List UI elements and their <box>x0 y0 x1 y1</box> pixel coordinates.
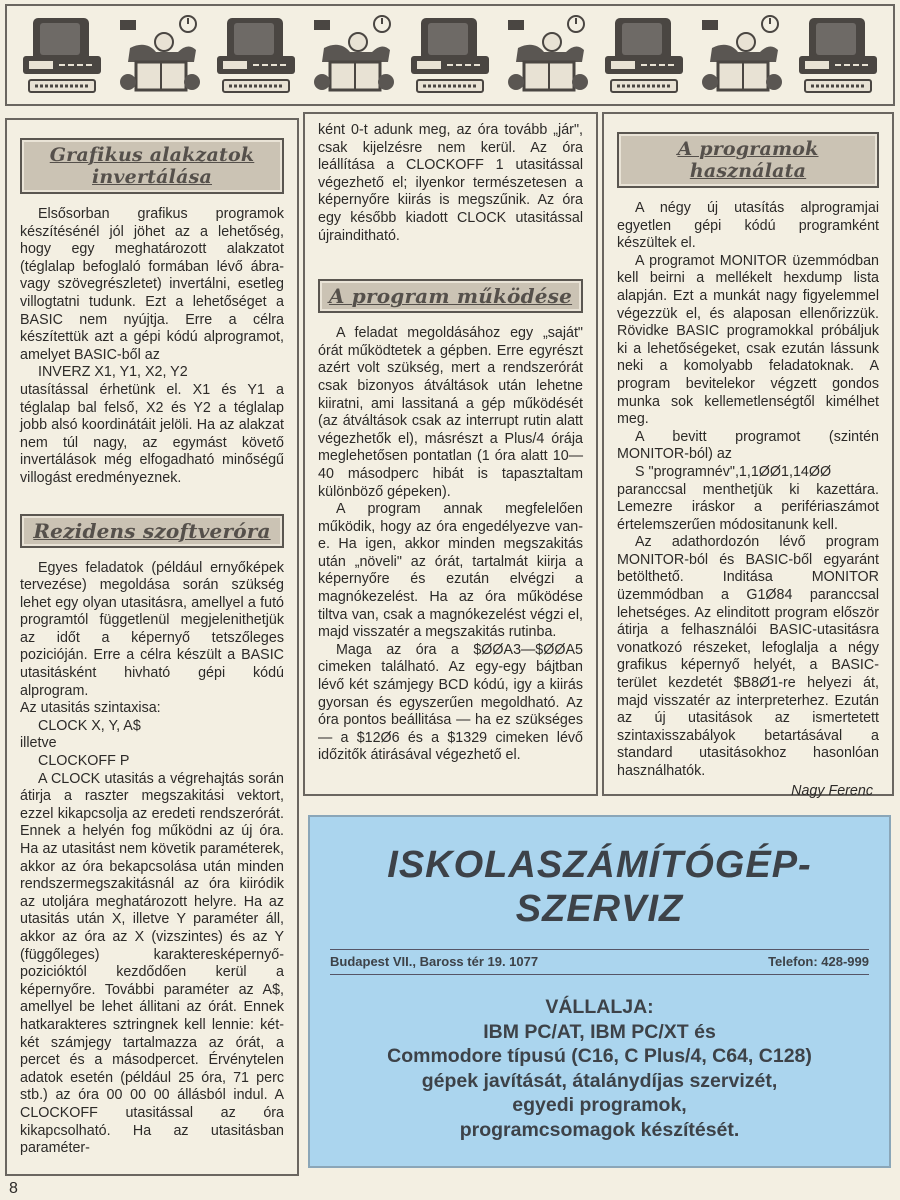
ad-phone: Telefon: 428-999 <box>768 954 869 969</box>
ad-line: gépek javítását, átalánydíjas szervizét, <box>421 1069 778 1092</box>
decorative-banner <box>5 4 895 106</box>
computer-icon <box>795 12 881 98</box>
heading-line: használata <box>689 160 807 182</box>
heading-line: A programok <box>677 138 819 160</box>
paragraph: illetve <box>20 735 57 752</box>
divider <box>330 949 869 950</box>
heading-line: Grafikus alakzatok <box>49 144 255 166</box>
paragraph: A feladat megoldásához egy „saját" órát működtetek a gépben. Erre egyrészt azért volt szükség, mert a rendszerórát csak bizonyos átváltások után lehetne kiiratni, ami lassitaná a gép működését (az átváltások csak az interrupt rutin alatt végezhetők el), másrészt a Plus/4 órája meglehetősen pontatlan (1 óra alatt 10—40 másodperc hibát is tapasztaltam különböző gépeken). <box>318 325 583 500</box>
clerk-icon <box>698 12 784 98</box>
paragraph: A négy új utasítás alprogramjai egyetlen gépi kódú programként készültek el. <box>617 200 879 252</box>
heading-line: invertálása <box>92 166 212 188</box>
computer-icon <box>213 12 299 98</box>
ad-line: egyedi programok, <box>512 1094 687 1116</box>
ad-contact-row <box>330 954 869 969</box>
paragraph: Az adathordozón lévő program MONITOR-ból és BASIC-ből egyaránt betölthető. Inditása MONITOR üzemmódban a G1Ø84 paranccsal lehetséges. Az elinditott program először átirja a felhasználói BASIC-utasitásra vonatkozó részeket, lefoglalja a négy grafikus képernyő helyét, a BASIC-terület kezdetét $B8Ø1-re helyezi át, majd visszatér az interpreterhez. Ezután az új utasitások az ismertetett szintaxisszabályok betartásával a standard utasitásokhoz hasonlóan használhatók. <box>617 534 879 779</box>
paragraph: A bevitt programot (szintén MONITOR-ból) az <box>617 428 879 463</box>
paragraph: ként 0-t adunk meg, az óra tovább „jár", csak kijelzésre nem kerül. Az óra leállítása a CLOCKOFF 1 utasitással végezhető el; ilyenkor természetesen a képernyőre kiirás is megszűnik. Az óra egy később kiadott CLOCK utasitással újrainditható. <box>318 122 583 244</box>
column-2 <box>303 112 598 796</box>
ad-line: Commodore típusú (C16, C Plus/4, C64, C128) <box>387 1045 812 1067</box>
ad-title-line-1: ISKOLASZÁMÍTÓGÉP- <box>387 844 812 886</box>
ad-line: programcsomagok készítését. <box>459 1118 740 1141</box>
computer-icon <box>19 12 105 98</box>
code-line: S "programnév",1,1ØØ1,14ØØ <box>635 463 832 480</box>
paragraph: A programot MONITOR üzemmódban kell beirni a mellékelt hexdump lista alapján. Ezt a munkát nagy figyelemmel végezzük el, és alaposan ellenőrizzük. Rövidke BASIC programokkal próbáljuk ki a lehetőségeket, csak ezután lássunk neki a komolyabb feladatoknak. A program bevitelekor végzett gondos munka sok kellemetlenségtől kimélhet meg. <box>617 252 879 428</box>
computer-icon <box>407 12 493 98</box>
heading-a-program-mukodese <box>318 279 583 313</box>
ad-title-line-2: SZERVIZ <box>515 888 684 930</box>
heading-a-programok-hasznalata <box>617 132 879 188</box>
ad-address: Budapest VII., Baross tér 19. 1077 <box>330 954 539 969</box>
ad-body <box>310 995 889 1142</box>
clerk-icon <box>116 12 202 98</box>
heading-line: A program működése <box>328 284 573 309</box>
heading-grafikus-alakzatok <box>20 138 284 194</box>
clerk-icon <box>310 12 396 98</box>
paragraph: A CLOCK utasitás a végrehajtás során átirja a raszter megszakitási vektort, ezzel kikapcsolja az eredeti rendszerórát. Ennek a helyén fog működni az új óra. Ha az utasitást nem követik paraméterek, akkor az óra bekapcsolása után minden rendszermegszakitásnál az óra kiiródik az utoljára meghatározott helyre. Ha az utasitás után X, illetve Y paraméter áll, akkor az óra az X (vizszintes) és az Y (függőleges) karakteresképernyő-pozicióktól kezdődően kerül a képernyőre. További paraméter az A$, amellyel be lehet állitani az órát. Ennek hatkarakteres sztringnek kell lennie: két-két számjegy tartalmazza az órát, a percet és a másodpercet. Érvénytelen adatok esetén (például 25 óra, 71 perc stb.) az óra 00 00 00 állásból indul. A CLOCKOFF utasitással az óra kikapcsolható. Ha az utasitásban paraméter- <box>20 770 284 1157</box>
paragraph: paranccsal menthetjük ki kazettára. Lemezre iráskor a perifériaszámot értelemszerűen módositanunk kell. <box>617 481 879 533</box>
page-number: 8 <box>9 1180 18 1197</box>
paragraph: Egyes feladatok (például ernyőképek tervezése) megoldása során szükség lehet egy olyan utasitásra, amellyel a futó programtól függetlenül megjelenithetjük az időt a képernyő tetszőleges pozicióján. Erre a célra készült a BASIC utasitásként hivható gépi kódú alprogram. <box>20 559 284 699</box>
heading-rezidens-szoftverora <box>20 514 284 548</box>
paragraph: Maga az óra a $ØØA3—$ØØA5 cimeken található. Az egy-egy bájtban lévő két számjegy BCD kódú, igy a kiirás gyorsan és egyszerűen megoldható. Az óra pontos beállitása — ha ez szükséges — a $12Ø6 és a $1329 cimeken lévő időzitők átirásával végezhető el. <box>318 641 583 764</box>
author-name: Nagy Ferenc <box>791 782 873 799</box>
column-3 <box>602 112 894 799</box>
column-1 <box>5 118 299 1176</box>
code-line: INVERZ X1, Y1, X2, Y2 <box>38 364 188 381</box>
code-line: CLOCK X, Y, A$ <box>38 717 141 734</box>
paragraph: Az utasitás szintaxisa: <box>20 700 161 717</box>
ad-line: VÁLLALJA: <box>545 996 654 1018</box>
heading-line: Rezidens szoftveróra <box>33 518 271 543</box>
paragraph: utasítással érhetünk el. X1 és Y1 a téglalap bal felső, X2 és Y2 a téglalap jobb alsó koordinátáit jelöli. Ha az alakzat nem túl nagy, az egymást követő invertálások még elfogadható minőségű villogást eredményeznek. <box>20 381 284 486</box>
code-line: CLOCKOFF P <box>38 753 130 770</box>
paragraph: Elsősorban grafikus programok készítésénél jól jöhet az a lehetőség, hogy egy meghatározott alakzatot (téglalap befoglaló formában lévő ábra- vagy szövegrészletet) invertálni, esetleg villogtatni tudunk. Ezt a lehetőséget a BASIC nem nyújtja. Erre a célra készítettük azt a gépi kódú alprogramot, amelyet BASIC-ből az <box>20 206 284 363</box>
advertisement <box>308 815 891 1168</box>
ad-line: IBM PC/AT, IBM PC/XT és <box>483 1020 716 1043</box>
paragraph: A program annak megfelelően működik, hogy az óra engedélyezve van-e. Ha igen, akkor minden megszakitás után „növeli" az órát, tartalmát kiirja a képernyőre és ezután elvégzi a magnókezelést. Ha az óra működése tiltva van, csak a magnókezelést végzi el, majd visszatér a megszakitás rutinba. <box>318 501 583 641</box>
divider <box>330 974 869 975</box>
clerk-icon <box>504 12 590 98</box>
computer-icon <box>601 12 687 98</box>
